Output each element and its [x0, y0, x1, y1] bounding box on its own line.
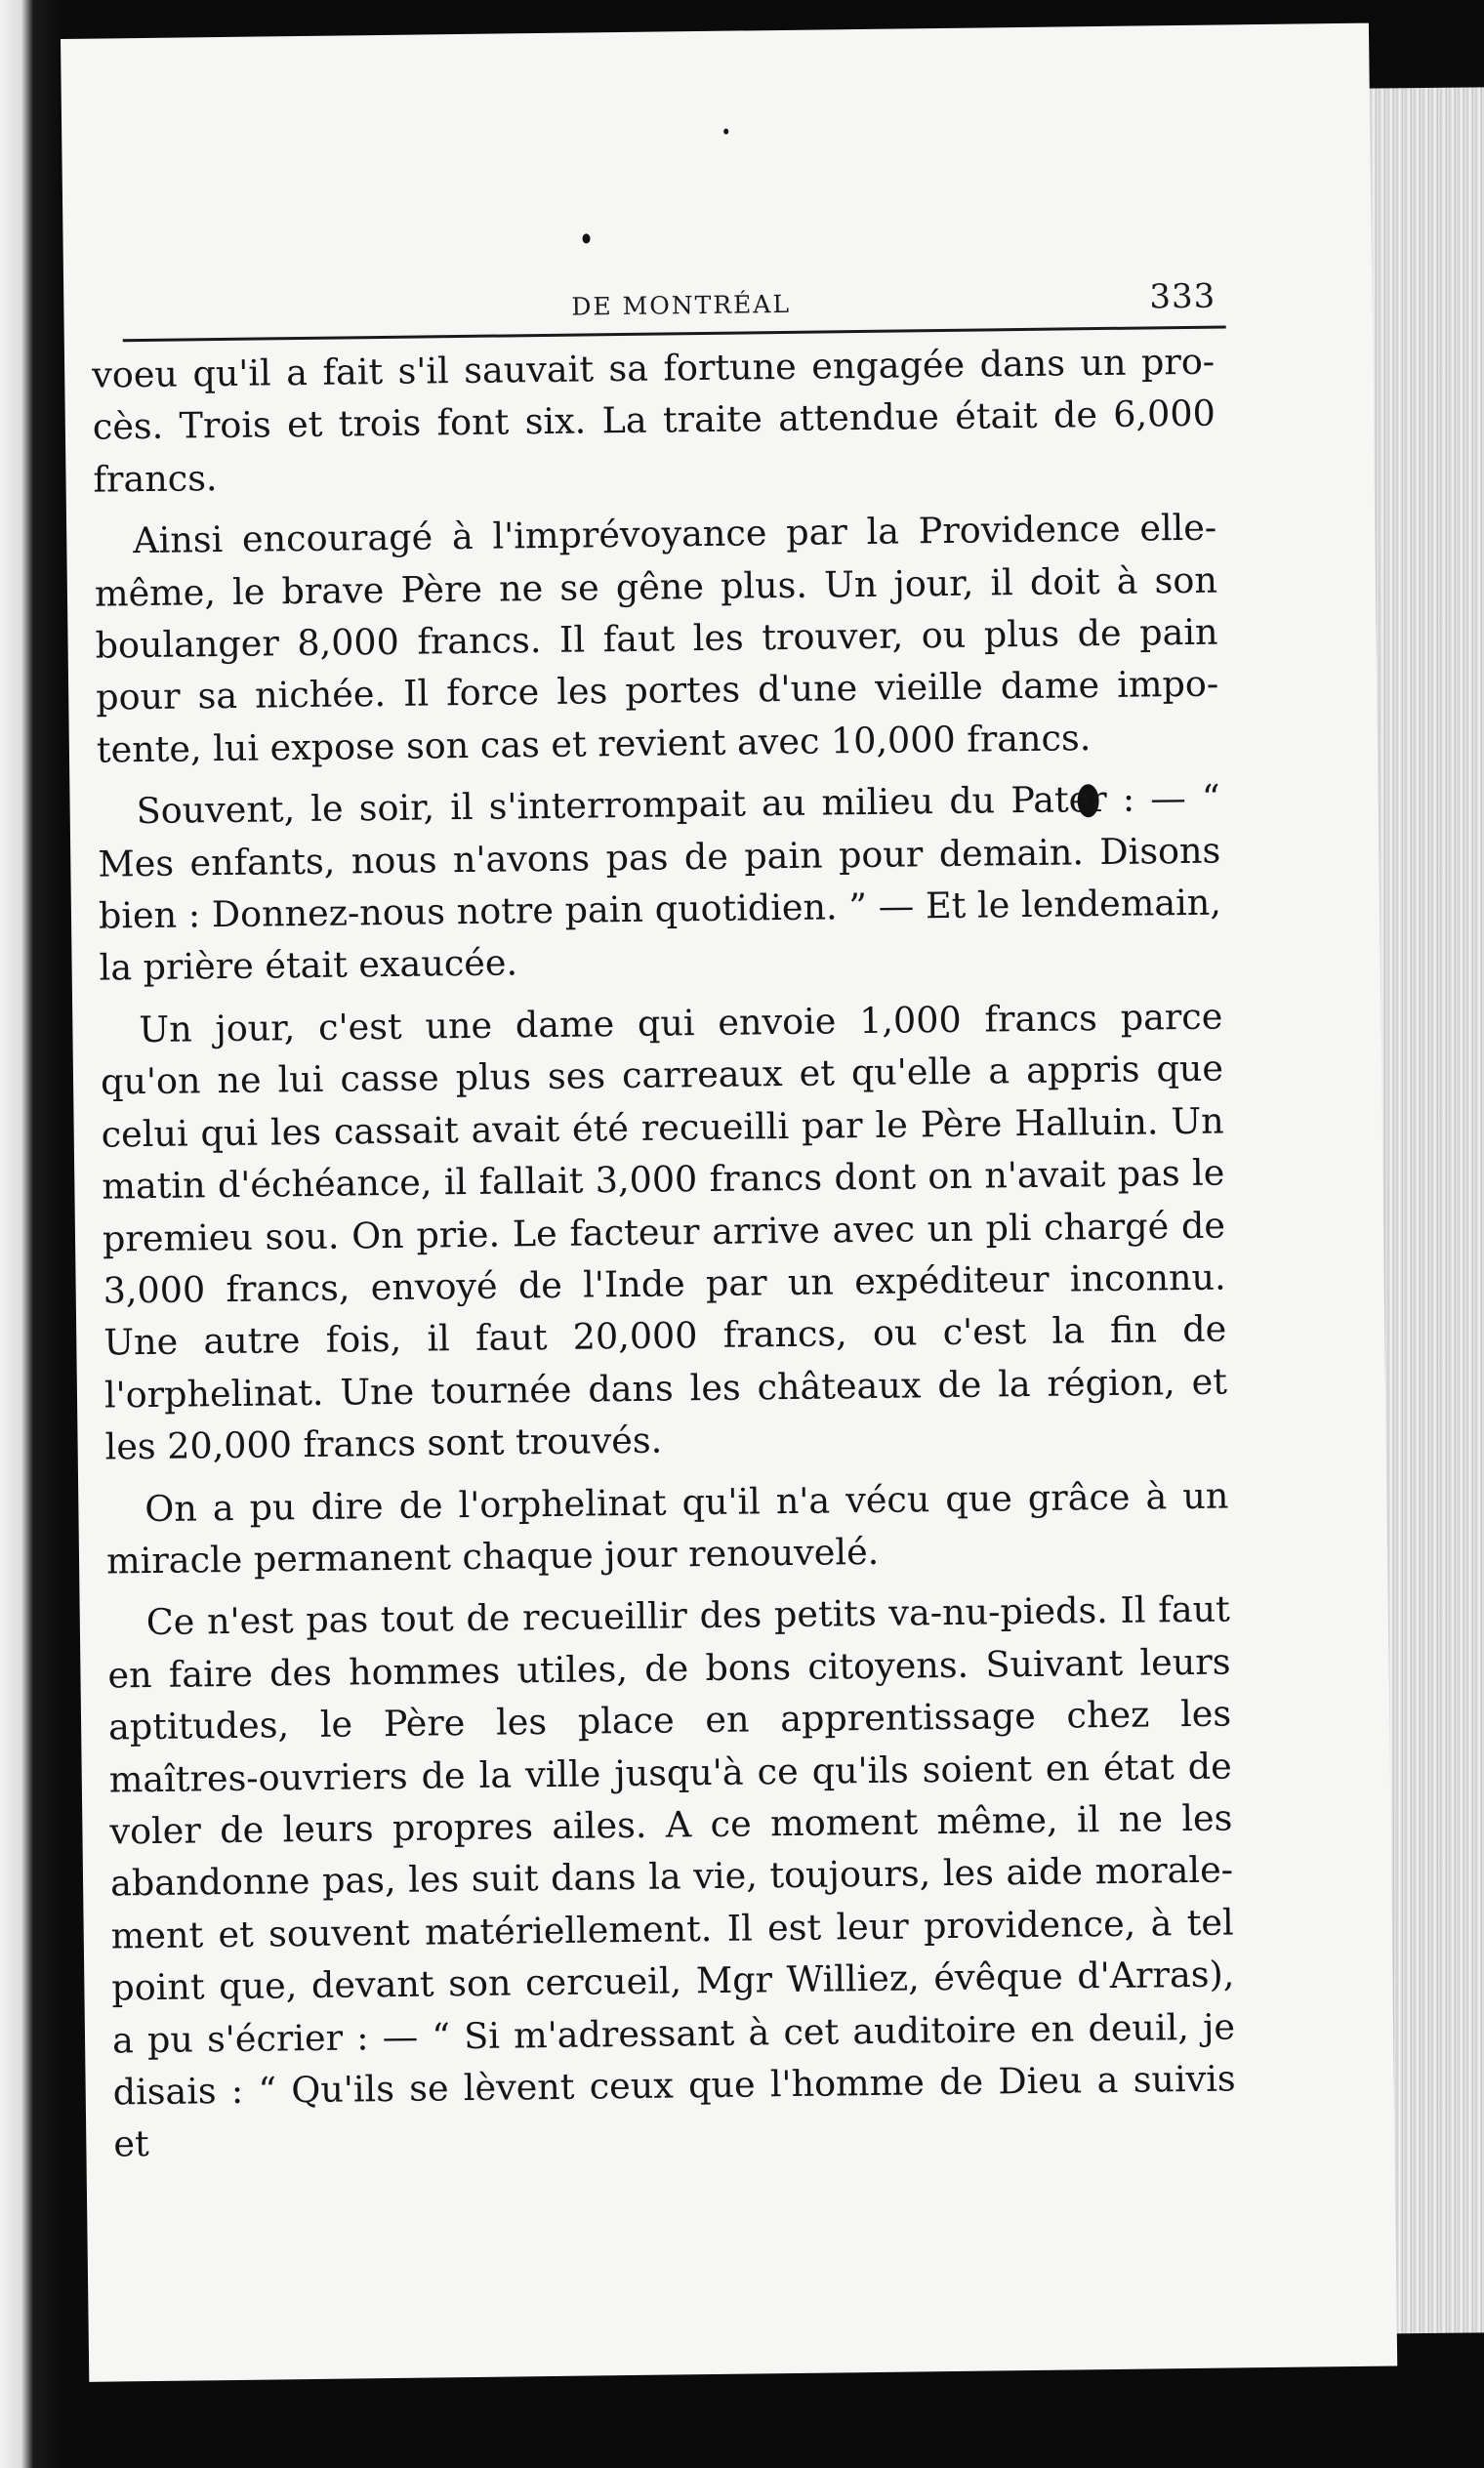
body-text [92, 336, 1237, 2181]
dust-speck [723, 129, 728, 135]
page-header [122, 248, 1216, 330]
page-number: 333 [1149, 276, 1216, 317]
dust-speck [582, 233, 590, 243]
paragraph: Un jour, c'est une dame qui envoie 1,000 francs parce qu'on ne lui casse plus ses carreaux et qu'elle a appris que celui qui les cassait avait été recueilli par le Père Halluin. Un matin d'échéance, il fallait 3,000 francs dont on n'avait pas le premieu sou. On prie. Le facteur arrive avec un pli chargé de 3,000 francs, envoyé de l'Inde par un expéditeur inconnu. Une autre fois, il faut 20,000 francs, ou c'est la fin de l'orphelinat. Une tournée dans les châteaux de la région, et les 20,000 francs sont trouvés. [100, 995, 1228, 1468]
running-head: DE MONTRÉAL [571, 289, 792, 321]
paragraph: On a pu dire de l'orphelinat qu'il n'a vécu que grâce à un miracle permanent chaque jour renouvelé. [105, 1474, 1229, 1583]
paragraph: Ainsi encouragé à l'imprévoyance par la Providence elle-même, le brave Père ne se gêne plus. Un jour, il doit à son boulanger 8,000 francs. Il faut les trouver, ou plus de pain pour sa nichée. Il force les portes d'une vieille dame impotente, lui expose son cas et revient avec 10,000 francs. [94, 506, 1219, 771]
paragraph: voeu qu'il a fait s'il sauvait sa fortune engagée dans un procès. Trois et trois font six. La traite attendue était de 6,000 francs. [91, 340, 1216, 501]
paragraph: Souvent, le soir, il s'interrompait au milieu du Pater : — “ Mes enfants, nous n'avons pas de pain pour demain. Disons bien : Donnez-nous notre pain quotidien. ” — Et le lendemain, la prière était exaucée. [98, 776, 1222, 990]
paragraph: Ce n'est pas tout de recueillir des petits va-nu-pieds. Il faut en faire des hommes utiles, de bons citoyens. Suivant leurs aptitudes, le Père les place en apprentissage chez les maîtres-ouvriers de la ville jusqu'à ce qu'ils soient en état de voler de leurs propres ailes. A ce moment même, il ne les abandonne pas, les suit dans la vie, toujours, les aide moralement et souvent matériellement. Il est leur providence, à tel point que, devant son cercueil, Mgr Williez, évêque d'Arras), a pu s'écrier : — “ Si m'adressant à cet auditoire en deuil, je disais : “ Qu'ils se lèvent ceux que l'homme de Dieu a suivis et [107, 1587, 1236, 2165]
book-binding-edge [0, 0, 59, 2468]
book-page [61, 23, 1397, 2382]
